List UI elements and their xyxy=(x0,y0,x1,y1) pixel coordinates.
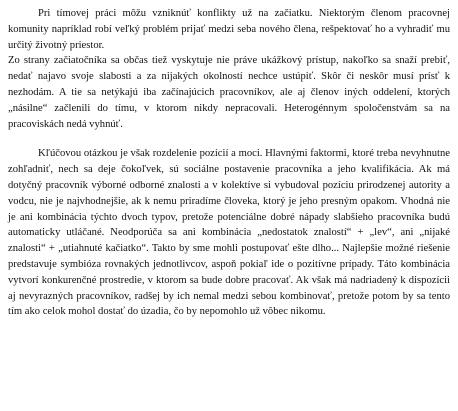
document-page xyxy=(8,6,450,320)
paragraph-gap xyxy=(8,132,450,146)
paragraph-1: Pri tímovej práci môžu vzniknúť konflikty už na začiatku. Niektorým členom pracovnej komunity napríklad robí veľký problém prijať medzi seba nového člena, rešpektovať ho a vyhradiť mu určitý životný priestor. xyxy=(8,8,450,51)
paragraph-2: Zo strany začiatočníka sa občas tiež vyskytuje nie práve ukážkový prístup, nakoľko sa snaží prebiť, nedať najavo svoje slabosti a za nijakých okolností nechce ustúpiť. Skôr či neskôr musí prísť k nezhodám. A tie sa netýkajú iba začínajúcich pracovníkov, ale aj členov iných oddelení, ktorých „násilne“ začlenili do tímu, v ktorom nikdy nepracovali. Heterogénnym spoločenstvám sa na pracoviskách nedá vyhnúť. xyxy=(8,55,450,130)
paragraph-3: Kľúčovou otázkou je však rozdelenie pozícií a moci. Hlavnými faktormi, ktoré treba nevyhnutne zohľadniť, nech sa deje čokoľvek, sú sociálne postavenie pracovníka a jeho kvalifikácia. Ak má dotyčný pracovník výborné odborné znalosti a v kolektíve si vybudoval pozíciu prirodzenej autority a vodcu, nie je najvhodnejšie, ak k nemu priradíme človeka, ktorý je jeho presným opakom. Vhodná nie je ani kombinácia týchto dvoch typov, pretože potenciálne dobré nápady slabšieho pracovníka budú automaticky utláčané. Neodporúča sa ani kombinácia „nedostatok znalostí“ + „lev“, ani „nijaké znalosti“ + „utiahnuté kačiatko“. Takto by sme mohli postupovať ešte dlho... Najlepšie možné riešenie predstavuje symbióza rovnakých jednotlivcov, aspoň pokiaľ ide o pozitívne prípady. Táto kombinácia vytvorí konkurenčné prostredie, v ktorom sa bude dobre pracovať. Ak však má nadriadený k dispozícii aj nevyrazných pracovníkov, radšej by ich nemal medzi sebou kombinovať, pretože potom by sa tento tím ako celok mohol dostať do úzadia, čo by nepomohlo už vôbec nikomu. xyxy=(8,148,450,318)
